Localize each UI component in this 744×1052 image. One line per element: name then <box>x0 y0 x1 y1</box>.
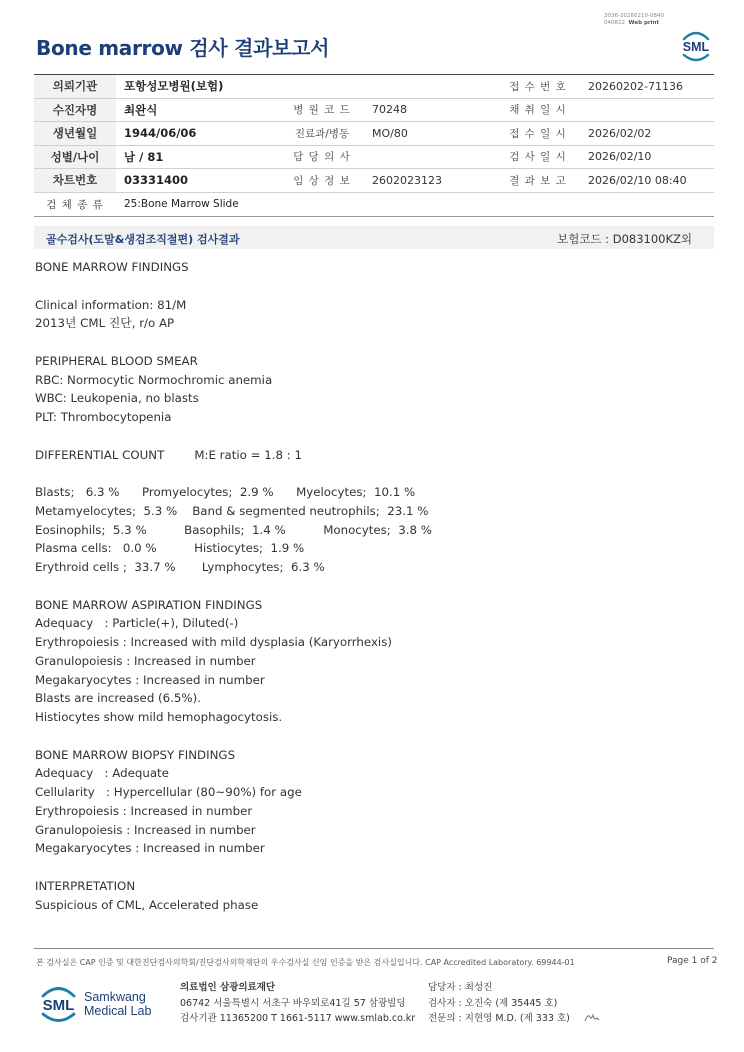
info-value: 2026/02/10 <box>580 145 714 169</box>
findings-line: PLT: Thrombocytopenia <box>35 410 172 424</box>
info-label: 채 취 일 시 <box>496 98 580 122</box>
info-value: 2026/02/10 08:40 <box>580 169 714 193</box>
section-header <box>34 226 714 249</box>
org-name: 의료법인 삼광의료재단 <box>180 982 276 993</box>
findings-line: Adequacy : Adequate <box>35 766 169 781</box>
info-label: 병 원 코 드 <box>280 98 364 122</box>
info-row <box>34 122 714 146</box>
findings-line: Blasts are increased (6.5%). <box>35 691 201 706</box>
info-row <box>34 75 714 99</box>
info-value: 포항성모병원(보험) <box>116 75 280 99</box>
info-label: 임 상 정 보 <box>280 169 364 193</box>
findings-line: Erythropoiesis : Increased in number <box>35 803 253 818</box>
info-label: 검 사 일 시 <box>496 145 580 169</box>
print-id <box>604 13 664 26</box>
info-label: 차트번호 <box>34 169 116 193</box>
company-name-line1: Samkwang <box>84 990 146 1004</box>
findings-line: BONE MARROW ASPIRATION FINDINGS <box>35 597 263 612</box>
info-row-specimen <box>34 192 714 216</box>
info-value: 남 / 81 <box>116 145 280 169</box>
findings-line: BONE MARROW BIOPSY FINDINGS <box>35 747 236 762</box>
findings-line: Adequacy : Particle(+), Diluted(-) <box>35 616 239 631</box>
info-label: 진료과/병동 <box>280 122 364 146</box>
findings-line: PERIPHERAL BLOOD SMEAR <box>35 353 198 368</box>
insurance-code: 보험코드 : D083100KZ외 <box>557 232 692 246</box>
specimen-value: 25:Bone Marrow Slide <box>116 192 714 216</box>
info-value: 70248 <box>364 98 496 122</box>
findings-line: Erythroid cells ; 33.7 % Lymphocytes; 6.3 % <box>35 560 325 574</box>
findings-line: Granulopoiesis : Increased in number <box>35 822 256 837</box>
info-row <box>34 98 714 122</box>
sml-logo <box>676 25 716 65</box>
findings-line <box>35 333 695 352</box>
findings-line: Eosinophils; 5.3 % Basophils; 1.4 % Monocytes; 3.8 % <box>35 522 432 537</box>
findings-line: DIFFERENTIAL COUNT M:E ratio = 1.8 : 1 <box>35 447 303 462</box>
findings-line: Suspicious of CML, Accelerated phase <box>35 897 259 912</box>
findings-line: Plasma cells: 0.0 % Histiocytes; 1.9 % <box>35 541 305 556</box>
findings-line <box>35 464 695 483</box>
info-value <box>580 98 714 122</box>
findings-line <box>35 858 695 877</box>
info-value: 2026/02/02 <box>580 122 714 146</box>
accreditation-note: 본 검사실은 CAP 인증 및 대한진단검사의학회/진단검사의학재단의 우수검사실 신임 인증을 받은 검사실입니다. CAP Accredited Laboratory. 69944-01 <box>36 958 575 967</box>
info-label: 의뢰기관 <box>34 75 116 99</box>
info-value <box>364 75 496 99</box>
findings-line: Cellularity : Hypercellular (80~90%) for age <box>35 785 302 799</box>
patient-info-table <box>34 74 714 217</box>
findings-line: Megakaryocytes : Increased in number <box>35 672 265 687</box>
info-label: 접 수 일 시 <box>496 122 580 146</box>
sml-logo-text: SML <box>682 40 710 54</box>
findings-text <box>35 258 695 914</box>
info-label: 담 당 의 사 <box>280 145 364 169</box>
findings-line: Erythropoiesis : Increased with mild dysplasia (Karyorrhexis) <box>35 635 392 649</box>
samkwang-logo <box>36 979 81 1027</box>
findings-line: Granulopoiesis : Increased in number <box>35 653 256 668</box>
findings-line: WBC: Leukopenia, no blasts <box>35 391 199 406</box>
contact-info: 검사기관 11365200 T 1661-5117 www.smlab.co.kr <box>180 1013 416 1024</box>
info-value <box>364 145 496 169</box>
page-number: Page 1 of 2 <box>667 956 718 966</box>
findings-line: Metamyelocytes; 5.3 % Band & segmented neutrophils; 23.1 % <box>35 503 429 518</box>
findings-line: Megakaryocytes : Increased in number <box>35 841 265 856</box>
info-label: 수진자명 <box>34 98 116 122</box>
info-label <box>280 75 364 99</box>
info-label: 생년월일 <box>34 122 116 146</box>
findings-line: 2013년 CML 진단, r/o AP <box>35 316 175 331</box>
findings-line <box>35 577 695 596</box>
findings-line: BONE MARROW FINDINGS <box>35 260 189 274</box>
info-label: 접 수 번 호 <box>496 75 580 99</box>
findings-line: Blasts; 6.3 % Promyelocytes; 2.9 % Myelocytes; 10.1 % <box>35 485 416 499</box>
section-title: 골수검사(도말&생검조직절편) 검사결과 <box>46 233 240 246</box>
staff-tester: 검사자 : 오진숙 (제 35445 호) <box>428 997 558 1009</box>
signature <box>584 1011 600 1023</box>
findings-line: Clinical information: 81/M <box>35 297 187 312</box>
info-value: 1944/06/06 <box>116 122 280 146</box>
findings-line <box>35 427 695 446</box>
staff-specialist: 전문의 : 지현영 M.D. (제 333 호) <box>428 1013 570 1024</box>
lab-address-block <box>180 980 415 1027</box>
staff-manager: 담당자 : 최성진 <box>428 982 493 993</box>
web-print-label: Web print <box>628 19 660 26</box>
findings-line: Histiocytes show mild hemophagocytosis. <box>35 710 283 724</box>
info-label: 성별/나이 <box>34 145 116 169</box>
staff-block <box>428 980 570 1027</box>
info-value: 2602023123 <box>364 169 496 193</box>
address: 06742 서울특별시 서초구 바우뫼로41길 57 삼광빌딩 <box>180 997 406 1009</box>
company-name-line2: Medical Lab <box>84 1004 152 1018</box>
info-label: 결 과 보 고 <box>496 169 580 193</box>
specimen-label: 검 체 종 류 <box>34 192 116 216</box>
print-code-line1: 3036-20260210-0840 <box>604 13 664 19</box>
info-row <box>34 145 714 169</box>
info-value: 최완식 <box>116 98 280 122</box>
company-name <box>84 990 151 1018</box>
info-value: MO/80 <box>364 122 496 146</box>
findings-line <box>35 277 695 296</box>
info-value: 03331400 <box>116 169 280 193</box>
report-title: Bone marrow 검사 결과보고서 <box>36 36 330 60</box>
print-code-line2: 040822 Web print <box>604 19 660 26</box>
samkwang-logo-text: SML <box>42 997 75 1014</box>
info-value: 20260202-71136 <box>580 75 714 99</box>
info-row <box>34 169 714 193</box>
findings-line <box>35 727 695 746</box>
footer-divider <box>34 948 714 949</box>
findings-line: INTERPRETATION <box>35 878 136 893</box>
findings-line: RBC: Normocytic Normochromic anemia <box>35 372 273 387</box>
